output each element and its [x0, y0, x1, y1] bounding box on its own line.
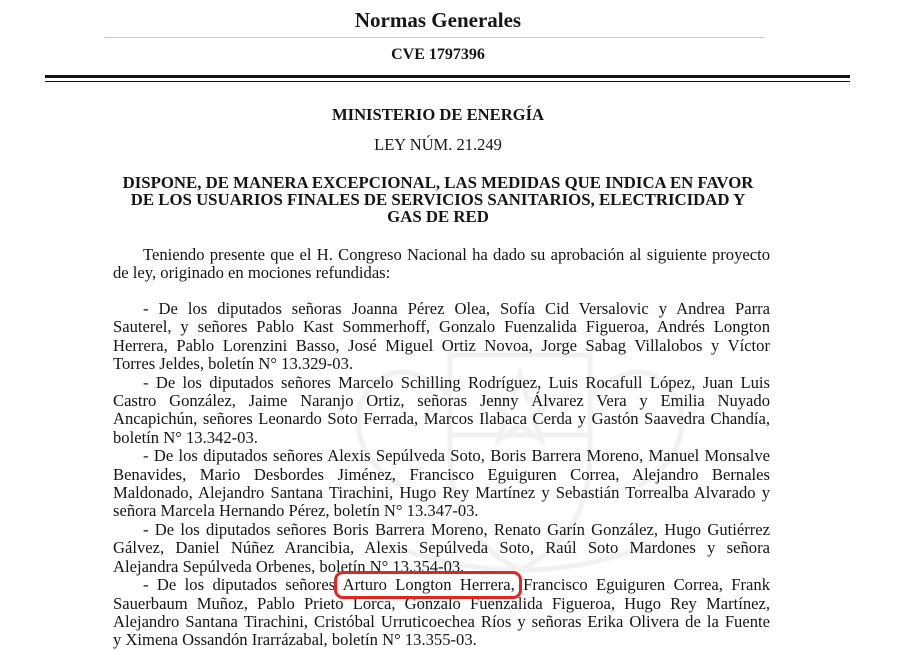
- motion-2-line: boletín N° 13.342-03.: [113, 427, 258, 447]
- section-divider: [105, 37, 765, 38]
- motion-1-line: Herrera, Pablo Lorenzini Basso, José Miguel Ortiz Novoa, Jorge Sabag Villalobos y Víctor: [113, 335, 770, 355]
- intro-line: de ley, originado en mociones refundidas:: [113, 262, 391, 282]
- motion-5-line: Sauerbaum Muñoz, Pablo Prieto Lorca, Gonzalo Fuenzalida Figueroa, Hugo Rey Martínez,: [113, 593, 770, 613]
- law-number: LEY NÚM. 21.249: [374, 135, 502, 154]
- law-title: [0, 174, 876, 225]
- intro-paragraph: [113, 246, 770, 283]
- motion-1-line: - De los diputados señoras Joanna Pérez Olea, Sofía Cid Versalovic y Andrea Parra: [143, 299, 770, 318]
- motion-3-line: Benavides, Mario Desbordes Jiménez, Francisco Eguiguren Correa, Alejandro Bernales: [113, 464, 770, 484]
- header-rule-thick: [45, 75, 850, 78]
- motion-2-line: Castro González, Jaime Naranjo Ortiz, señoras Jenny Álvarez Vera y Emilia Nuyado: [113, 391, 770, 411]
- motion-5-line: Alejandro Santana Tirachini, Cristóbal Urruticoechea Ríos y señoras Erika Olivera de la Fuente: [113, 611, 770, 631]
- motion-5-line-start: - De los diputados señores: [143, 575, 343, 595]
- motion-3-line: - De los diputados señores Alexis Sepúlveda Soto, Boris Barrera Moreno, Manuel Monsalve: [143, 446, 770, 466]
- ministry-name: MINISTERIO DE ENERGÍA: [331, 105, 545, 124]
- header-rule-thin: [45, 81, 850, 83]
- motion-1-line: Torres Jeldes, boletín N° 13.329-03.: [113, 354, 354, 374]
- law-title-line: DE LOS USUARIOS FINALES DE SERVICIOS SANITARIOS, ELECTRICIDAD Y: [130, 189, 746, 209]
- intro-line: Teniendo presente que el H. Congreso Nacional ha dado su aprobación al siguiente proyecto: [143, 244, 770, 264]
- motion-3-line: señora Marcela Hernando Pérez, boletín N° 13.347-03.: [113, 501, 479, 521]
- cve-code: CVE 1797396: [391, 46, 485, 63]
- motion-4-line: Gálvez, Daniel Núñez Arancibia, Alexis Sepúlveda Soto, Raúl Soto Mardones y señora: [113, 538, 770, 558]
- motion-3-line: Maldonado, Alejandro Santana Tirachini, Hugo Rey Martínez y Sebastián Torrealba Alvarado y: [113, 483, 770, 503]
- section-title: Normas Generales: [354, 8, 522, 32]
- motion-1-line: Sauterel, y señores Pablo Kast Sommerhoff, Gonzalo Fuenzalida Figueroa, Andrés Longton: [113, 317, 770, 337]
- motion-5-line: [113, 576, 770, 594]
- motion-5-line-end: Francisco Eguiguren Correa, Frank: [514, 575, 770, 595]
- motion-2-line: Ancapichún, señores Leonardo Soto Ferrada, Marcos Ilabaca Cerda y Gastón Saavedra Chandía,: [113, 409, 770, 429]
- motion-4-line: - De los diputados señores Boris Barrera Moreno, Renato Garín González, Hugo Gutiérrez: [143, 519, 770, 539]
- law-title-line: GAS DE RED: [387, 206, 489, 226]
- highlighted-name: Arturo Longton Herrera,: [342, 575, 515, 595]
- motion-4-line: Alejandra Sepúlveda Orbenes, boletín N° 13.354-03.: [113, 556, 465, 576]
- motions-list: [113, 300, 770, 650]
- law-title-line: DISPONE, DE MANERA EXCEPCIONAL, LAS MEDIDAS QUE INDICA EN FAVOR: [122, 172, 754, 192]
- motion-2-line: - De los diputados señores Marcelo Schilling Rodríguez, Luis Rocafull López, Juan Luis: [143, 372, 770, 392]
- motion-5-line: y Ximena Ossandón Irarrázabal, boletín N° 13.355-03.: [113, 630, 477, 650]
